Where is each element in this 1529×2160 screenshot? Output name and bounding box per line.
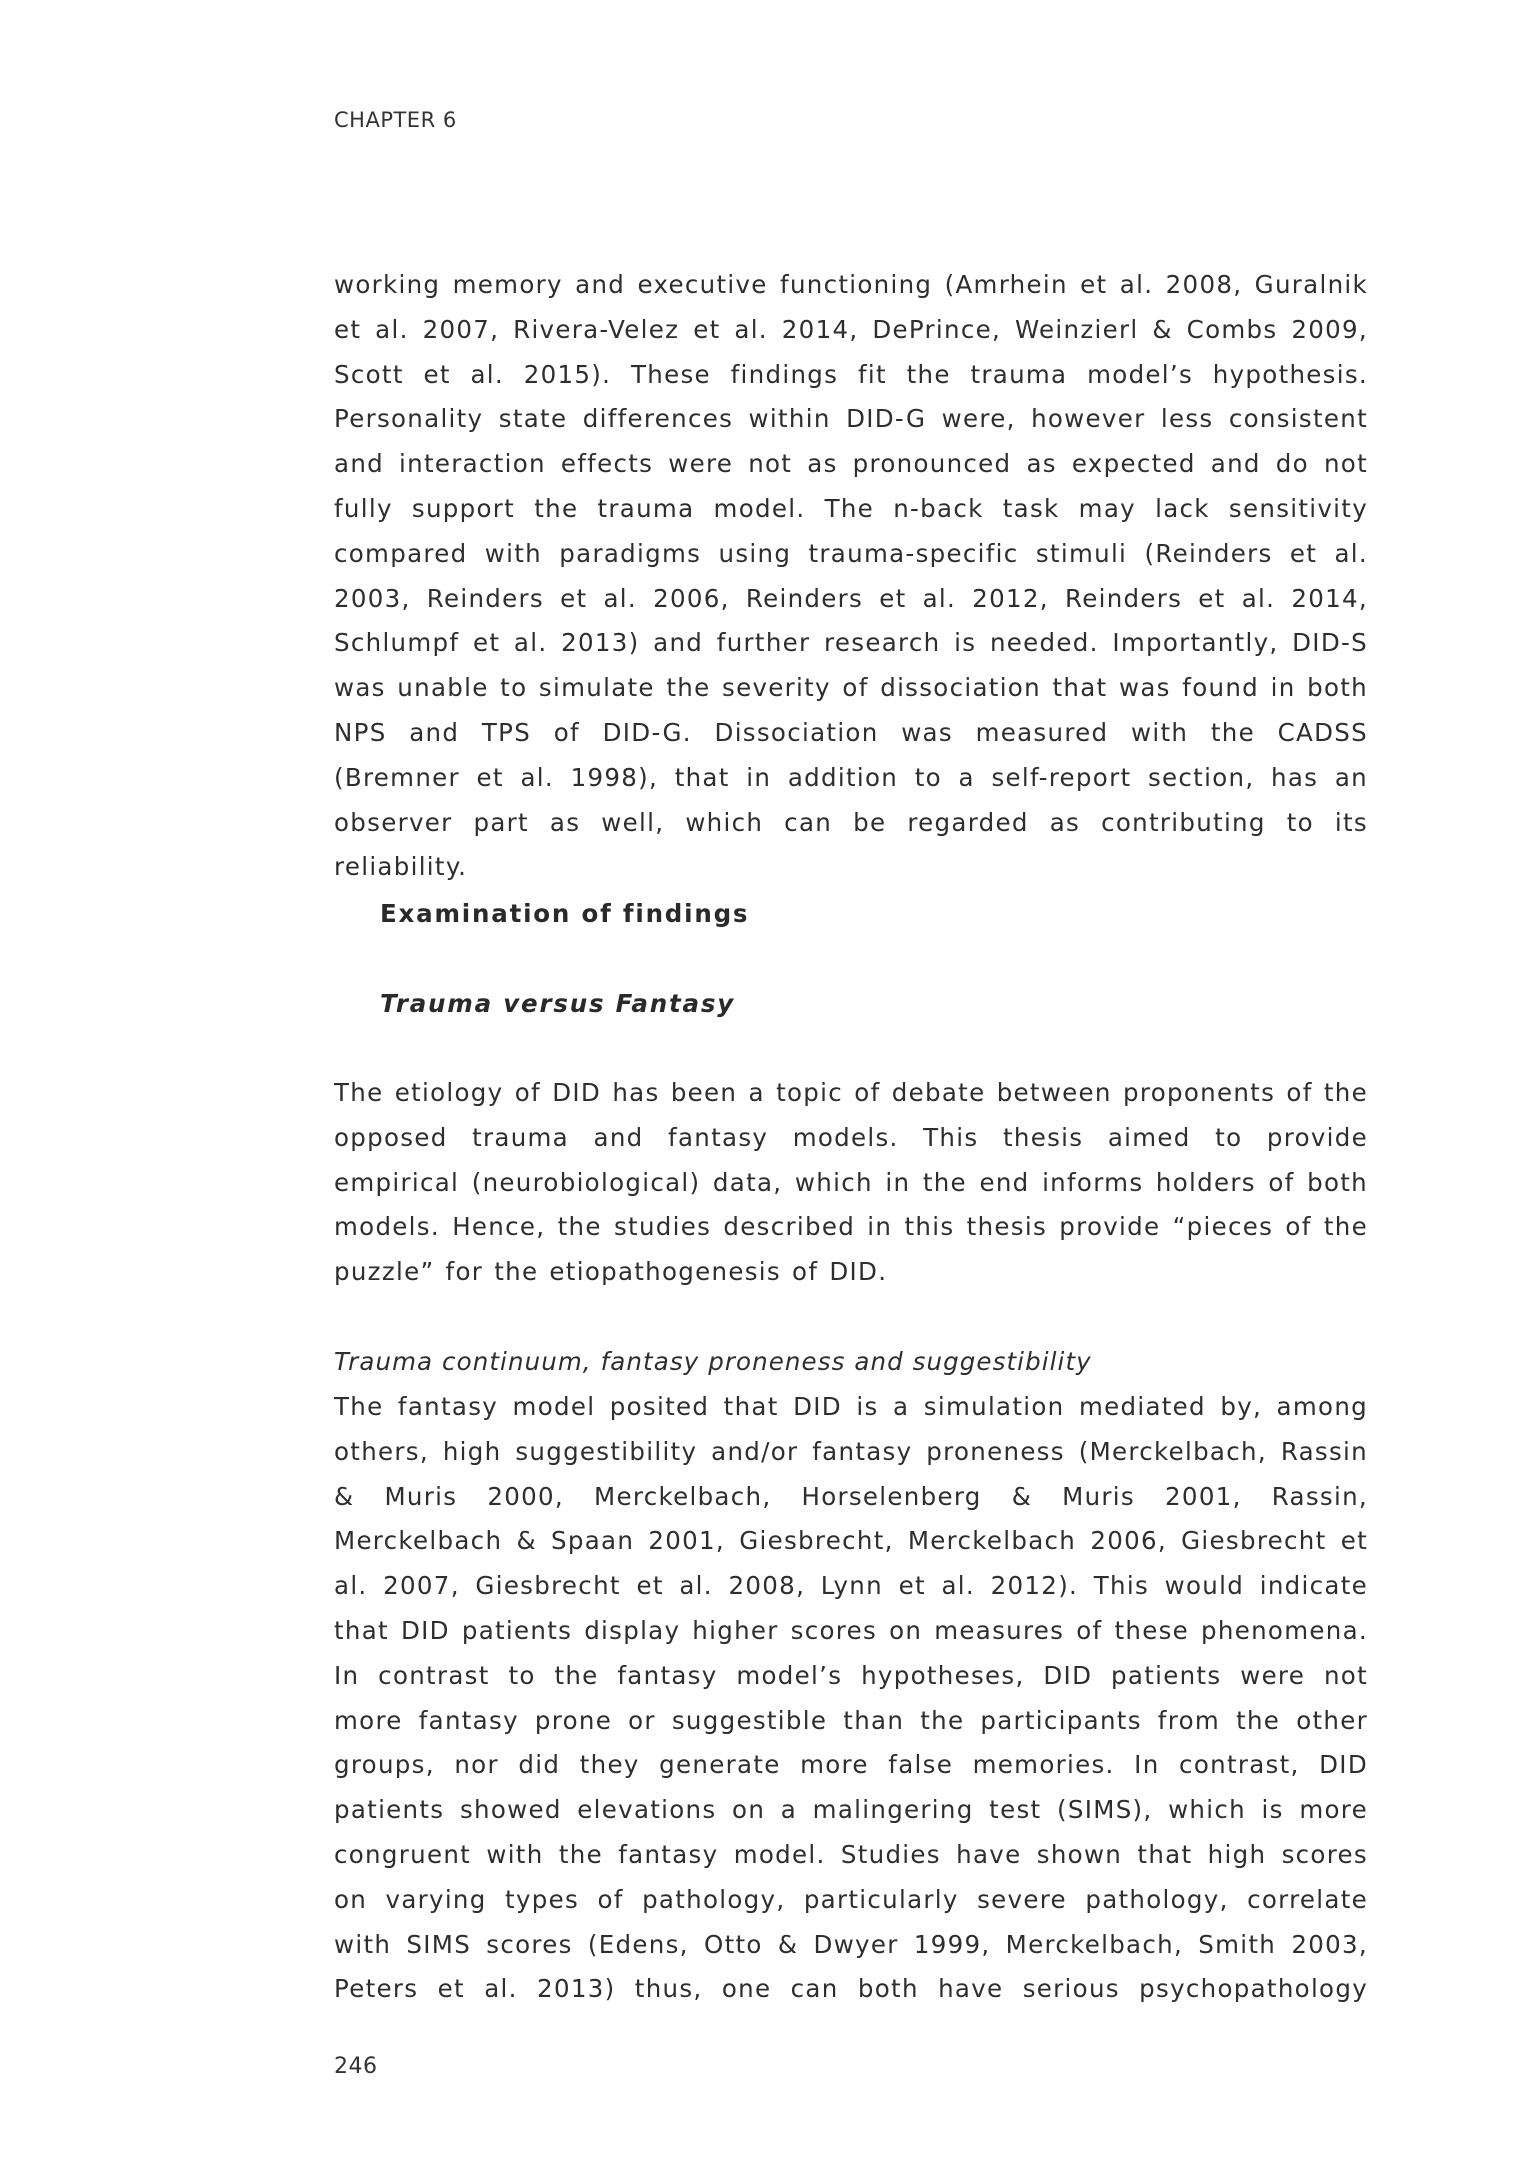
body-paragraph-3: The fantasy model posited that DID is a simulation mediated by, among others, high suggestibility and/or fantasy proneness (Merckelbach, Rassin & Muris 2000, Merckelbach, Horselenberg & Muris 2001, Rassin, Merckelbach & Spaan 2001, Giesbrecht, Merckelbach 2006, Giesbrecht et al. 2007, Giesbrecht et al. 2008, Lynn et al. 2012). This would indicate that DID patients display higher scores on measures of these phenomena. In contrast to the fantasy model’s hypotheses, DID patients were not more fantasy prone or suggestible than the participants from the other groups, nor did they generate more false memories. In contrast, DID patients showed elevations on a malingering test (SIMS), which is more congruent with the fantasy model. Studies have shown that high scores on varying types of pathology, particularly severe pathology, correlate with SIMS scores (Edens, Otto & Dwyer 1999, Merckelbach, Smith 2003, Peters et al. 2013) thus, one can both have serious psychopathology (334, 1392, 1368, 2004)
section-heading: Examination of findings (380, 899, 750, 928)
italic-subheading: Trauma continuum, fantasy proneness and suggestibility (334, 1347, 1092, 1376)
subsection-heading: Trauma versus Fantasy (380, 989, 735, 1018)
body-paragraph-1: working memory and executive functioning (Amrhein et al. 2008, Guralnik et al. 2007, Rivera-Velez et al. 2014, DePrince, Weinzierl & Combs 2009, Scott et al. 2015). These findings fit the trauma model’s hypothesis. Personality state differences within DID-G were, however less consistent and interaction effects were not as pronounced as expected and do not fully support the trauma model. The n-back task may lack sensitivity compared with paradigms using trauma-specific stimuli (Reinders et al. 2003, Reinders et al. 2006, Reinders et al. 2012, Reinders et al. 2014, Schlumpf et al. 2013) and further research is needed. Importantly, DID-S was unable to simulate the severity of dissociation that was found in both NPS and TPS of DID-G. Dissociation was measured with the CADSS (Bremner et al. 1998), that in addition to a self-report section, has an observer part as well, which can be regarded as contributing to its reliability. (334, 270, 1368, 882)
body-paragraph-2: The etiology of DID has been a topic of debate between proponents of the opposed trauma and fantasy models. This thesis aimed to provide empirical (neurobiological) data, which in the end informs holders of both models. Hence, the studies described in this thesis provide “pieces of the puzzle” for the etiopathogenesis of DID. (334, 1078, 1368, 1287)
page-number: 246 (334, 2054, 378, 2079)
running-head: CHAPTER 6 (334, 108, 457, 132)
